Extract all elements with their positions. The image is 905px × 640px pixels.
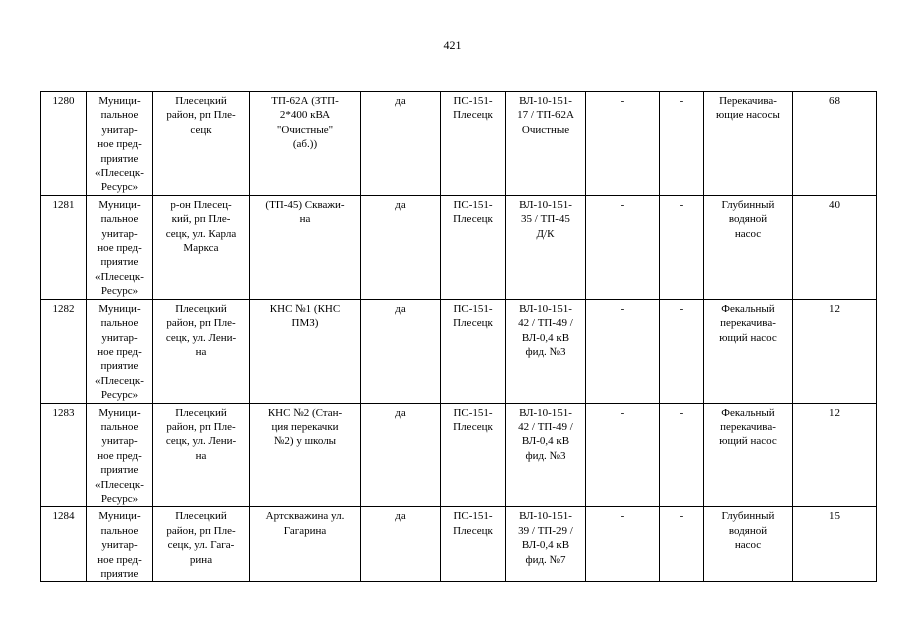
feeder-line-cell: ВЛ-10-151- 42 / ТП-49 / ВЛ-0,4 кВ фид. №3 <box>506 299 586 403</box>
power-cell: 68 <box>793 92 877 196</box>
power-cell: 15 <box>793 507 877 582</box>
substation-cell: ПС-151- Плесецк <box>441 403 506 507</box>
flag-cell: да <box>361 299 441 403</box>
row-number-cell: 1280 <box>41 92 87 196</box>
dash-cell: - <box>586 195 660 299</box>
dash-cell: - <box>586 92 660 196</box>
table-row <box>41 195 877 299</box>
organization-cell: Муници- пальное унитар- ное пред- приятие «Плесецк- Ресурс» <box>87 299 153 403</box>
location-cell: Плесецкий район, рп Пле- сецк, ул. Лени- на <box>153 299 250 403</box>
table-row <box>41 299 877 403</box>
substation-cell: ПС-151- Плесецк <box>441 299 506 403</box>
consumer-registry-table <box>40 91 877 582</box>
dash-cell: - <box>586 507 660 582</box>
feeder-line-cell: ВЛ-10-151- 35 / ТП-45 Д/К <box>506 195 586 299</box>
flag-cell: да <box>361 507 441 582</box>
organization-cell: Муници- пальное унитар- ное пред- приятие «Плесецк- Ресурс» <box>87 92 153 196</box>
feeder-line-cell: ВЛ-10-151- 17 / ТП-62А Очистные <box>506 92 586 196</box>
equipment-cell: Фекальный перекачива- ющий насос <box>704 403 793 507</box>
flag-cell: да <box>361 92 441 196</box>
dash-cell: - <box>660 403 704 507</box>
object-cell: КНС №1 (КНС ПМЗ) <box>250 299 361 403</box>
object-cell: (ТП-45) Скважи- на <box>250 195 361 299</box>
row-number-cell: 1283 <box>41 403 87 507</box>
dash-cell: - <box>586 403 660 507</box>
substation-cell: ПС-151- Плесецк <box>441 507 506 582</box>
object-cell: Артскважина ул. Гагарина <box>250 507 361 582</box>
power-cell: 12 <box>793 299 877 403</box>
location-cell: Плесецкий район, рп Пле- сецк, ул. Лени- на <box>153 403 250 507</box>
feeder-line-cell: ВЛ-10-151- 39 / ТП-29 / ВЛ-0,4 кВ фид. №7 <box>506 507 586 582</box>
feeder-line-cell: ВЛ-10-151- 42 / ТП-49 / ВЛ-0,4 кВ фид. №3 <box>506 403 586 507</box>
dash-cell: - <box>660 507 704 582</box>
equipment-cell: Глубинный водяной насос <box>704 195 793 299</box>
power-cell: 12 <box>793 403 877 507</box>
object-cell: КНС №2 (Стан- ция перекачки №2) у школы <box>250 403 361 507</box>
organization-cell: Муници- пальное унитар- ное пред- приятие «Плесецк- Ресурс» <box>87 403 153 507</box>
row-number-cell: 1282 <box>41 299 87 403</box>
flag-cell: да <box>361 403 441 507</box>
flag-cell: да <box>361 195 441 299</box>
equipment-cell: Фекальный перекачива- ющий насос <box>704 299 793 403</box>
organization-cell: Муници- пальное унитар- ное пред- приятие «Плесецк- Ресурс» <box>87 195 153 299</box>
row-number-cell: 1284 <box>41 507 87 582</box>
dash-cell: - <box>660 92 704 196</box>
table-row <box>41 507 877 582</box>
page-number: 421 <box>443 38 462 52</box>
location-cell: Плесецкий район, рп Пле- сецк, ул. Гага- рина <box>153 507 250 582</box>
dash-cell: - <box>660 299 704 403</box>
equipment-cell: Перекачива- ющие насосы <box>704 92 793 196</box>
location-cell: р-он Плесец- кий, рп Пле- сецк, ул. Карла Маркса <box>153 195 250 299</box>
equipment-cell: Глубинный водяной насос <box>704 507 793 582</box>
power-cell: 40 <box>793 195 877 299</box>
substation-cell: ПС-151- Плесецк <box>441 195 506 299</box>
organization-cell: Муници- пальное унитар- ное пред- приятие <box>87 507 153 582</box>
object-cell: ТП-62А (ЗТП- 2*400 кВА "Очистные" (аб.)) <box>250 92 361 196</box>
row-number-cell: 1281 <box>41 195 87 299</box>
substation-cell: ПС-151- Плесецк <box>441 92 506 196</box>
dash-cell: - <box>586 299 660 403</box>
dash-cell: - <box>660 195 704 299</box>
table-row <box>41 92 877 196</box>
table-row <box>41 403 877 507</box>
location-cell: Плесецкий район, рп Пле- сецк <box>153 92 250 196</box>
